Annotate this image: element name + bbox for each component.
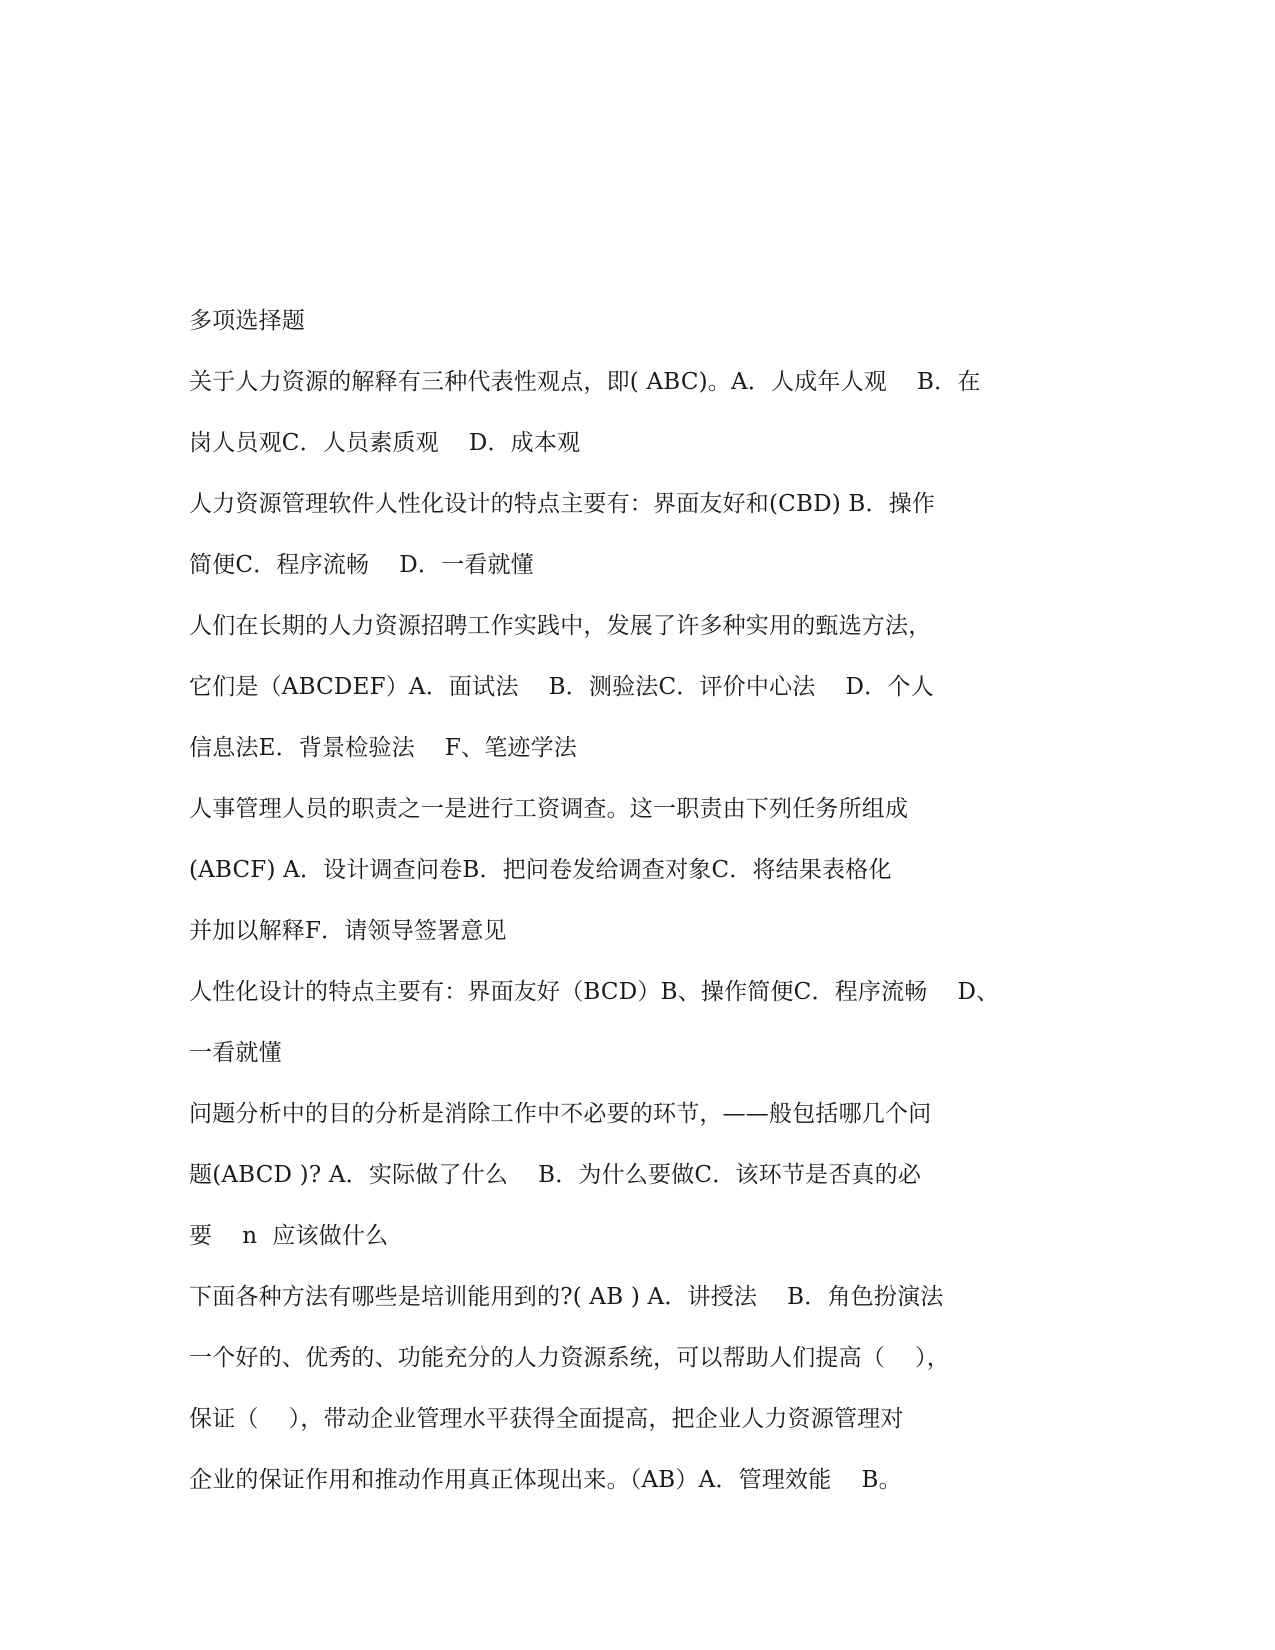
text-line: 题(ABCD )? A．实际做了什么 B．为什么要做C．该环节是否真的必 bbox=[189, 1162, 922, 1188]
text-line: 要 n 应该做什么 bbox=[189, 1223, 389, 1249]
text-line: 人们在长期的人力资源招聘工作实践中，发展了许多种实用的甄选方法， bbox=[189, 613, 932, 639]
document-body bbox=[189, 291, 1069, 1511]
text-line: 保证（ ），带动企业管理水平获得全面提高，把企业人力资源管理对 bbox=[189, 1406, 904, 1432]
text-line: 人性化设计的特点主要有：界面友好（BCD）B、操作简便C．程序流畅 D、 bbox=[189, 979, 1000, 1005]
text-line: 关于人力资源的解释有三种代表性观点，即( ABC)。A．人成年人观 B．在 bbox=[189, 369, 981, 395]
text-line: 人力资源管理软件人性化设计的特点主要有：界面友好和(CBD) B．操作 bbox=[189, 491, 936, 517]
text-line: 并加以解释F．请领导签署意见 bbox=[189, 918, 507, 944]
text-line: 简便C．程序流畅 D．一看就懂 bbox=[189, 552, 534, 578]
text-line: 人事管理人员的职责之一是进行工资调查。这一职责由下列任务所组成 bbox=[189, 796, 909, 822]
text-line: 企业的保证作用和推动作用真正体现出来。（AB）A．管理效能 B。 bbox=[189, 1467, 902, 1493]
text-line: 问题分析中的目的分析是消除工作中不必要的环节，——般包括哪几个问 bbox=[189, 1101, 932, 1127]
text-line: 下面各种方法有哪些是培训能用到的?( AB ) A．讲授法 B．角色扮演法 bbox=[189, 1284, 944, 1310]
section-heading: 多项选择题 bbox=[189, 308, 305, 334]
text-line: 信息法E．背景检验法 F、笔迹学法 bbox=[189, 735, 577, 761]
text-line: (ABCF) A．设计调查问卷B．把问卷发给调查对象C．将结果表格化 bbox=[189, 857, 892, 883]
text-line: 一看就懂 bbox=[189, 1040, 282, 1066]
text-line: 岗人员观C．人员素质观 D．成本观 bbox=[189, 430, 581, 456]
text-line: 一个好的、优秀的、功能充分的人力资源系统，可以帮助人们提高（ ）， bbox=[189, 1345, 950, 1371]
text-line: 它们是（ABCDEF）A．面试法 B．测验法C．评价中心法 D．个人 bbox=[189, 674, 934, 700]
